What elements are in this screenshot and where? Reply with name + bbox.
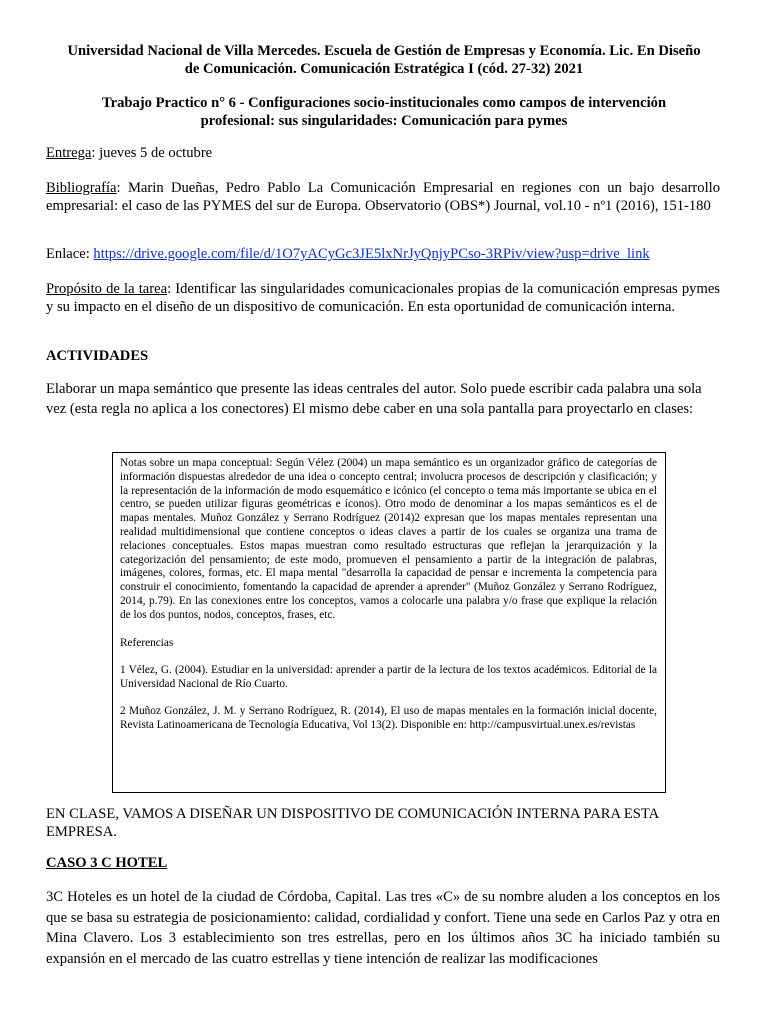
references-heading: Referencias bbox=[120, 636, 174, 649]
university-header bbox=[44, 42, 724, 78]
assignment-title bbox=[44, 94, 724, 130]
actividades-text: Elaborar un mapa semántico que presente las ideas centrales del autor. Solo puede escribir cada palabra una sola vez (esta regla no aplica a los conectores) El mismo debe caber en una sola pantalla para proyectarlo en clases: bbox=[46, 381, 702, 417]
reference-1: 1 Vélez, G. (2004). Estudiar en la universidad: aprender a partir de la lectura de los textos académicos. Editorial de la Universidad Nacional de Río Cuarto. bbox=[120, 664, 657, 691]
entrega-value: : jueves 5 de octubre bbox=[91, 145, 213, 161]
proposito-paragraph bbox=[46, 281, 720, 316]
actividades-heading: ACTIVIDADES bbox=[46, 348, 149, 364]
bibliografia-label: Bibliografía bbox=[46, 180, 117, 196]
assignment-title-line2: profesional: sus singularidades: Comunicación para pymes bbox=[200, 113, 568, 129]
drive-link[interactable]: https://drive.google.com/file/d/1O7yACyGc3JE5lxNrJyQnjyPCso-3RPiv/view?usp=drive_link bbox=[93, 246, 650, 262]
reference-2: 2 Muñoz González, J. M. y Serrano Rodríguez, R. (2014), El uso de mapas mentales en la formación inicial docente, Revista Latinoamericana de Tecnología Educativa, Vol 13(2). Disponible en: http://campusvirtual.unex.es/revistas bbox=[120, 704, 657, 731]
bibliografia-paragraph bbox=[46, 180, 720, 215]
notes-body: Notas sobre un mapa conceptual: Según Vélez (2004) un mapa semántico es un organizador gráfico de categorías de información dispuestas alrededor de una idea o concepto central; involucra procesos de descripción y clasificación; y la representación de la información de modo esquemático e icónico (el concepto o tema más importante se ubica en el centro, se pueden utilizar figuras geométricas e íconos). Otro modo de denominar a los mapas semánticos es el de mapas mentales. Muñoz González y Serrano Rodríguez (2014)2 expresan que los mapas mentales representan una realidad multidimensional que contiene conceptos o ideas claves a partir de los cuales se organiza una trama de relaciones conceptuales. Estos mapas muestran como resultado estructuras que reflejan la jerarquización y la categorización del pensamiento; de este modo, promueven el pensamiento a partir de la integración de palabras, imágenes, colores, formas, etc. El mapa mental "desarrolla la capacidad de pensar e incrementa la competencia para construir el conocimiento, fomentando la capacidad de aprender a aprender" (Muñoz González y Serrano Rodríguez, 2014, p.79). En las conexiones entre los conceptos, vamos a colocarle una palabra y/o frase que explique la relación de los dos puntos, nodos, conceptos, frases, etc. bbox=[120, 457, 657, 621]
caso-title: CASO 3 C HOTEL bbox=[46, 855, 168, 871]
notes-box bbox=[112, 452, 666, 793]
entrega-paragraph bbox=[46, 145, 720, 163]
bibliografia-value: : Marin Dueñas, Pedro Pablo La Comunicación Empresarial en regiones con un bajo desarrollo empresarial: el caso de las PYMES del sur de Europa. Observatorio (OBS*) Journal, vol.10 - nº1 (2016), 151-180 bbox=[46, 180, 720, 214]
enlace-paragraph bbox=[46, 246, 720, 264]
proposito-label: Propósito de la tarea bbox=[46, 281, 168, 297]
assignment-title-line1: Trabajo Practico n° 6 - Configuraciones socio-institucionales como campos de intervención bbox=[101, 95, 667, 111]
university-header-line1: Universidad Nacional de Villa Mercedes. Escuela de Gestión de Empresas y Economía. Lic. En Diseño bbox=[67, 43, 701, 59]
proposito-value: : Identificar las singularidades comunicacionales propias de la comunicación empresas pymes y su impacto en el diseño de un dispositivo de comunicación. En esta oportunidad de comunicación interna. bbox=[46, 281, 720, 315]
university-header-line2: de Comunicación. Comunicación Estratégica I (cód. 27-32) 2021 bbox=[184, 61, 584, 77]
en-clase-text: EN CLASE, VAMOS A DISEÑAR UN DISPOSITIVO DE COMUNICACIÓN INTERNA PARA ESTA EMPRESA. bbox=[46, 806, 659, 840]
enlace-label: Enlace: bbox=[46, 246, 94, 262]
caso-text: 3C Hoteles es un hotel de la ciudad de Córdoba, Capital. Las tres «C» de su nombre aluden a los conceptos en los que se basa su estrategia de posicionamiento: calidad, cordialidad y confort. Tiene una sede en Carlos Paz y otra en Mina Clavero. Los 3 establecimiento son tres estrellas, pero en los últimos años 3C ha iniciado también su expansión en el mercado de las cuatro estrellas y tiene intención de realizar las modificaciones bbox=[46, 889, 720, 967]
entrega-label: Entrega bbox=[46, 145, 92, 161]
